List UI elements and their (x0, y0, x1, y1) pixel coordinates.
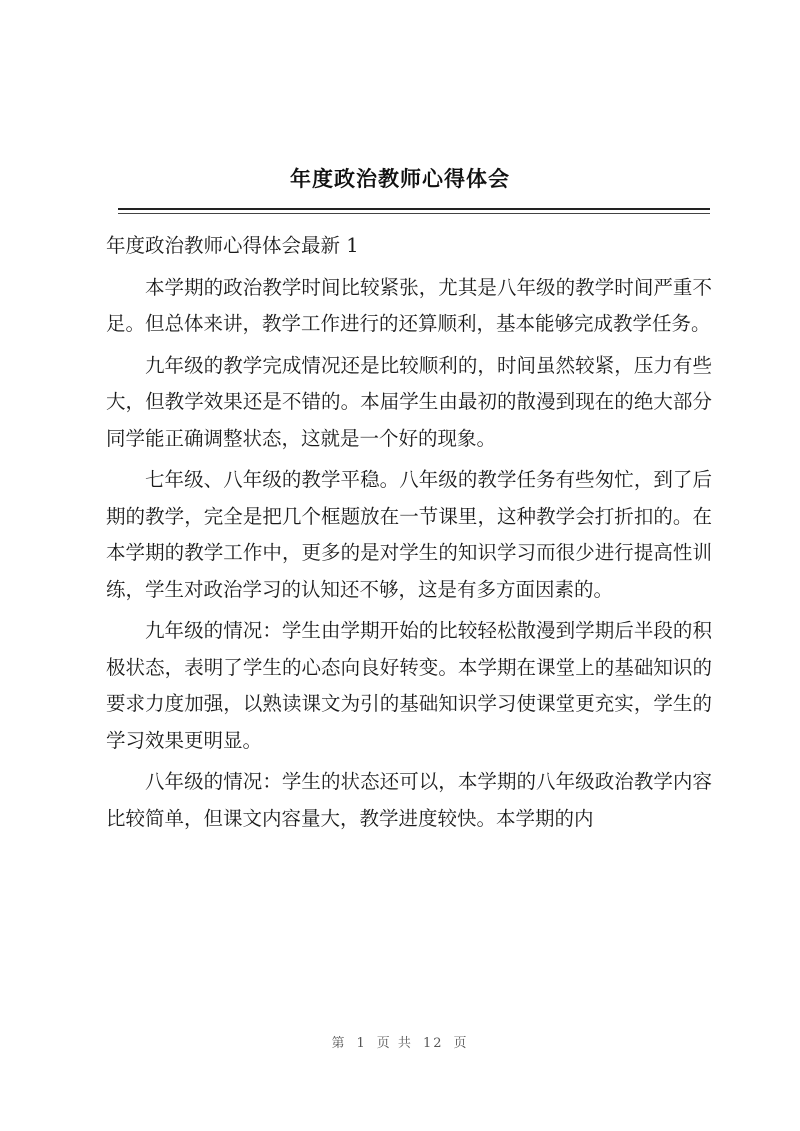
title-divider (118, 208, 710, 210)
footer-end-label: 页 (453, 1036, 469, 1051)
document-title: 年度政治教师心得体会 (290, 167, 510, 191)
footer-page-label: 第 (331, 1036, 347, 1051)
paragraph-3: 七年级、八年级的教学平稳。八年级的教学任务有些匆忙，到了后期的教学，完全是把几个框题放在一节课里，这种教学会打折扣的。在本学期的教学工作中，更多的是对学生的知识学习而很少进行提高性训练，学生对政治学习的认知还不够，这是有多方面因素的。 (106, 468, 712, 601)
section-subheading: 年度政治教师心得体会最新 1 (106, 234, 359, 257)
page-footer (0, 1032, 800, 1051)
footer-current-page: 1 (356, 1036, 367, 1051)
title-divider-thin (118, 213, 710, 214)
paragraph-4: 九年级的情况：学生由学期开始的比较轻松散漫到学期后半段的积极状态，表明了学生的心态向良好转变。本学期在课堂上的基础知识的要求力度加强，以熟读课文为引的基础知识学习使课堂更充实，学生的学习效果更明显。 (106, 619, 712, 752)
paragraph-1: 本学期的政治教学时间比较紧张，尤其是八年级的教学时间严重不足。但总体来讲，教学工作进行的还算顺利，基本能够完成教学任务。 (106, 275, 712, 335)
paragraph-5: 八年级的情况：学生的状态还可以，本学期的八年级政治教学内容比较简单，但课文内容量大，教学进度较快。本学期的内 (106, 770, 712, 830)
document-body (106, 228, 712, 837)
footer-total-pages: 12 (422, 1036, 444, 1051)
footer-of-label: 页 共 (376, 1036, 413, 1051)
paragraph-2: 九年级的教学完成情况还是比较顺利的，时间虽然较紧，压力有些大，但教学效果还是不错的。本届学生由最初的散漫到现在的绝大部分同学能正确调整状态，这就是一个好的现象。 (106, 353, 712, 450)
